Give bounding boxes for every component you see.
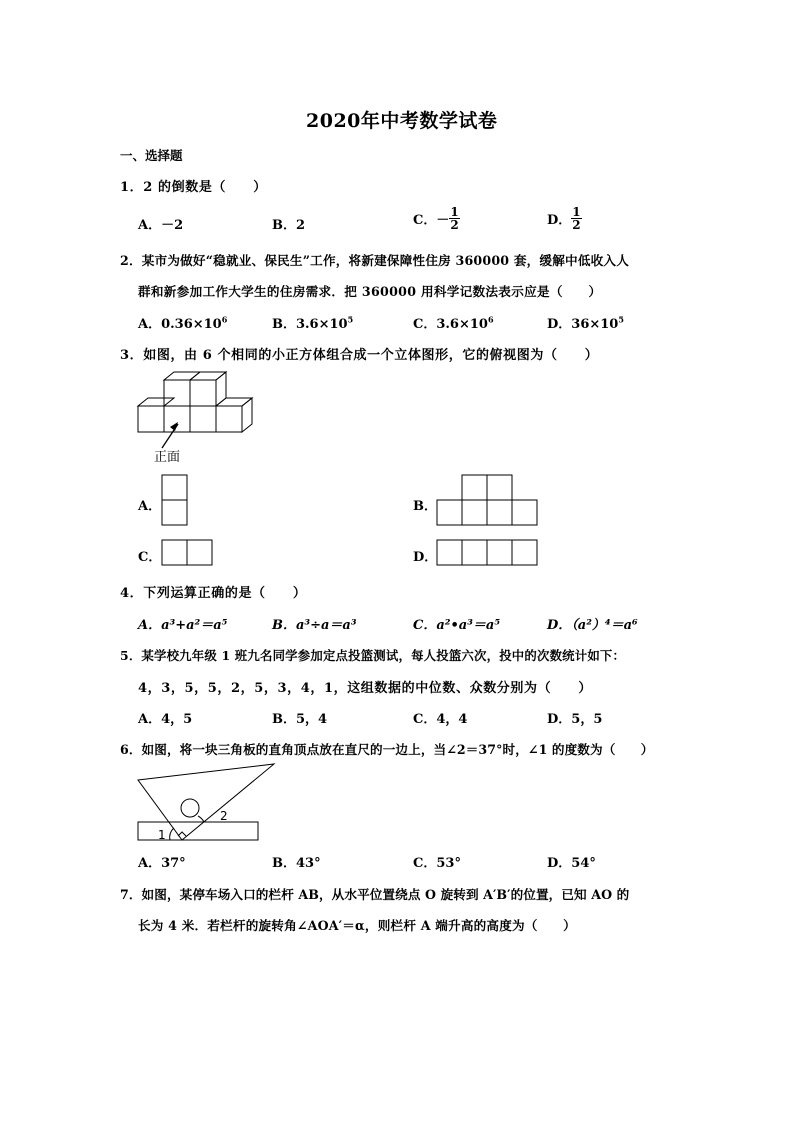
- q6-triangle-ruler-figure: [134, 760, 284, 846]
- q6-option-b: B．43°: [272, 856, 321, 871]
- q3-option-a-figure: [161, 474, 189, 526]
- q2-option-c-exponent: 6: [487, 314, 494, 325]
- q3-option-c-label: C．: [138, 550, 162, 565]
- q4-option-c: C．a²•a³＝a⁵: [413, 618, 501, 633]
- question-3-stem: 3．如图，由 6 个相同的小正方体组合成一个立体图形，它的俯视图为（ ）: [120, 348, 599, 363]
- q2-option-b: [272, 313, 353, 332]
- question-2-stem-line1: 2．某市为做好“稳就业、保民生”工作，将新建保障性住房 360000 套，缓解中低收入人: [120, 253, 629, 268]
- fraction-numerator: 1: [450, 205, 459, 219]
- section-heading: 一、选择题: [120, 148, 183, 163]
- q6-option-a: A．37°: [138, 856, 186, 871]
- q3-option-d-figure: [436, 539, 540, 567]
- q3-option-a-label: A．: [138, 499, 162, 514]
- q5-option-c: C．4，4: [413, 712, 468, 727]
- question-5-stem-line2: 4，3，5，5，2，5，3，4，1，这组数据的中位数、众数分别为（ ）: [138, 681, 593, 696]
- q1-option-a: A．－2: [138, 218, 184, 233]
- question-6-stem: 6．如图，将一块三角板的直角顶点放在直尺的一边上，当∠2＝37°时，∠1 的度数为（ ）: [120, 742, 654, 757]
- q3-option-b-label: B．: [413, 499, 437, 514]
- fraction-numerator: 1: [572, 205, 581, 219]
- q2-option-a: [138, 313, 227, 332]
- q1-option-d-prefix: D．: [547, 213, 572, 228]
- q2-option-a-exponent: 6: [221, 314, 228, 325]
- q5-option-a: A．4，5: [138, 712, 193, 727]
- fraction-denominator: 2: [572, 218, 581, 232]
- q5-option-d: D．5，5: [547, 712, 603, 727]
- q4-option-b: B．a³÷a＝a³: [272, 618, 357, 633]
- q2-option-a-base: A．0.36×10: [138, 317, 222, 332]
- q1-option-b: B．2: [272, 218, 306, 233]
- q2-option-b-exponent: 5: [347, 314, 354, 325]
- triangle-hole: [181, 799, 199, 817]
- q1-option-c: [413, 206, 460, 231]
- q2-option-d-base: D．36×10: [547, 317, 619, 332]
- q2-option-c-base: C．3.6×10: [413, 317, 488, 332]
- question-5-stem-line1: 5．某学校九年级 1 班九名同学参加定点投篮测试，每人投篮六次，投中的次数统计如下：: [120, 648, 626, 663]
- question-1-stem: 1．2 的倒数是（ ）: [120, 180, 267, 195]
- q1-option-d-fraction: [571, 206, 581, 231]
- q6-option-c: C．53°: [413, 856, 461, 871]
- q1-option-c-prefix: C．－: [413, 213, 450, 228]
- angle-1-label: 1: [158, 828, 166, 842]
- q3-option-d-label: D．: [413, 550, 438, 565]
- q2-option-c: [413, 313, 494, 332]
- question-7-stem-line2: 长为 4 米．若栏杆的旋转角∠AOA′＝α，则栏杆 A 端升高的高度为（ ）: [138, 918, 576, 933]
- q4-option-a: A．a³+a²＝a⁵: [138, 618, 228, 633]
- q3-front-label: 正面: [154, 450, 181, 465]
- q1-option-d: [547, 206, 582, 231]
- question-7-stem-line1: 7．如图，某停车场入口的栏杆 AB，从水平位置绕点 O 旋转到 A′B′的位置，已知 AO 的: [120, 887, 630, 902]
- fraction-denominator: 2: [450, 218, 459, 232]
- q2-option-d-exponent: 5: [618, 314, 624, 325]
- q2-option-b-base: B．3.6×10: [272, 317, 348, 332]
- q3-option-c-figure: [161, 539, 215, 567]
- q4-option-d: D．（a²）⁴＝a⁶: [547, 618, 638, 633]
- question-2-stem-line2: 群和新参加工作大学生的住房需求．把 360000 用科学记数法表示应是（ ）: [138, 284, 602, 299]
- q2-option-d: [547, 313, 624, 332]
- angle-2-label: 2: [220, 809, 228, 823]
- q5-option-b: B．5，4: [272, 712, 328, 727]
- q1-option-c-fraction: [449, 206, 459, 231]
- q6-option-d: D．54°: [547, 856, 596, 871]
- ruler-shape: [138, 822, 258, 840]
- exam-title: 2020年中考数学试卷: [306, 110, 498, 132]
- q3-option-b-figure: [436, 474, 540, 526]
- question-4-stem: 4．下列运算正确的是（ ）: [120, 586, 307, 601]
